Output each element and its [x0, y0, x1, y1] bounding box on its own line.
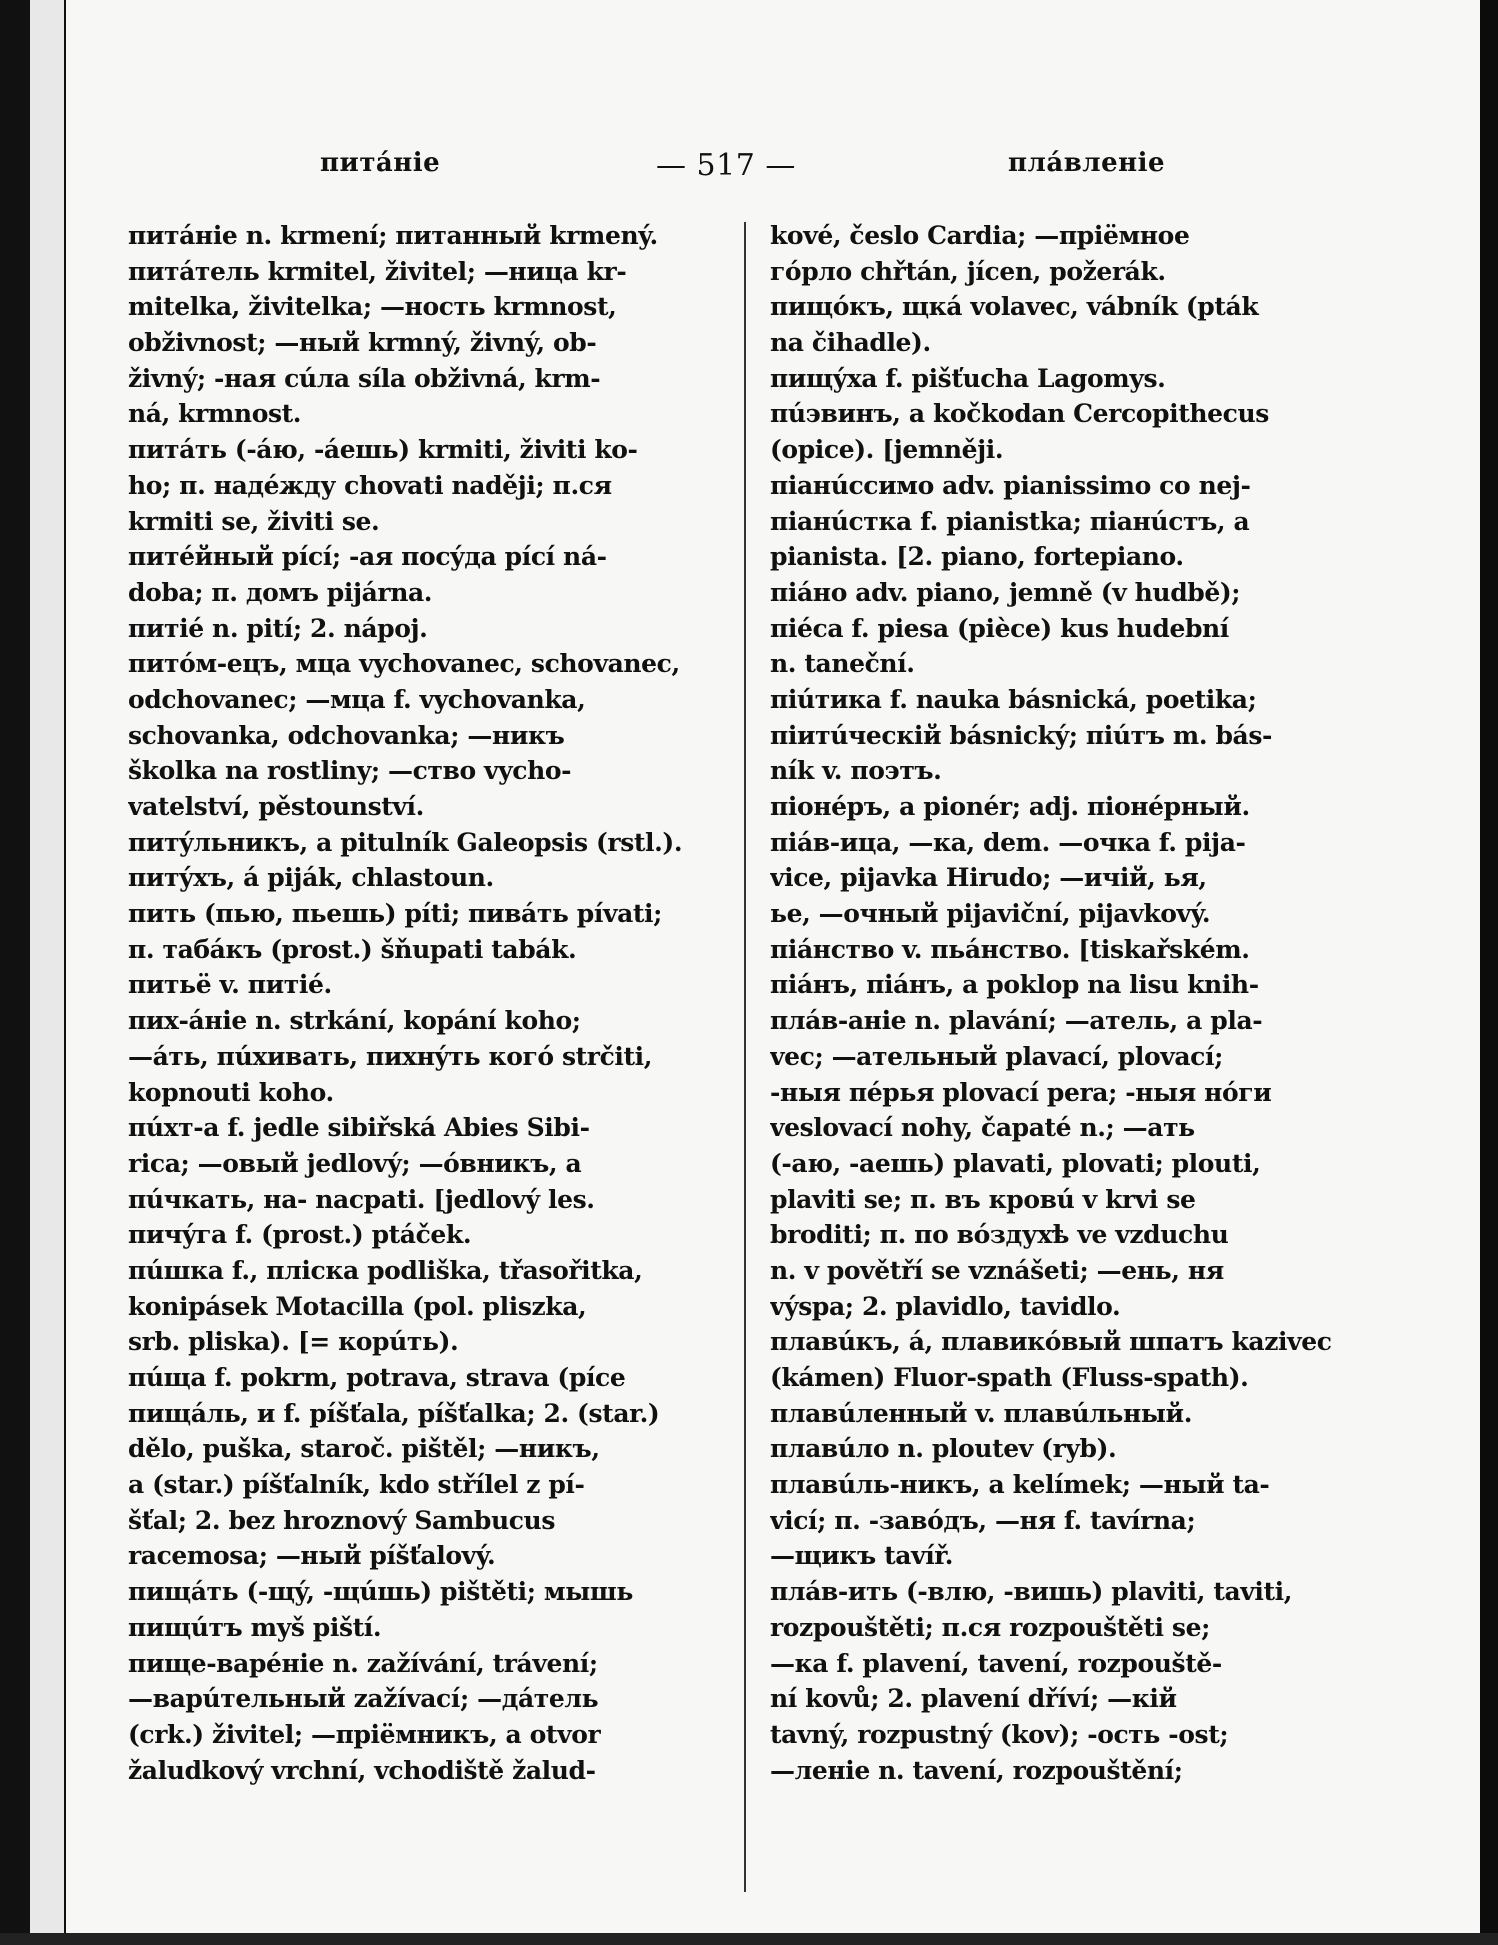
dictionary-line: obživnost; —ный krmný, živný, ob-	[128, 328, 597, 358]
dictionary-line: vec; —ательный plavací, plovací;	[770, 1041, 1223, 1071]
dictionary-line: (kámen) Fluor-spath (Fluss-spath).	[770, 1363, 1249, 1392]
dictionary-line: veslovací nohy, čapaté n.; —ать	[770, 1113, 1195, 1143]
dictionary-line: плáв-аніе n. plavání; —атель, a pla-	[770, 1006, 1263, 1036]
dictionary-line: tavný, rozpustný (kov); -ость -ost;	[770, 1719, 1229, 1749]
dictionary-line: rica; —овый jedlový; —óвникъ, a	[128, 1148, 582, 1178]
dictionary-line: питáтель krmitel, živitel; —ница kr-	[128, 256, 627, 286]
dictionary-line: žaludkový vrchní, vchodiště žalud-	[128, 1755, 596, 1785]
dictionary-line: vicí; п. -завóдъ, —ня f. tavírna;	[770, 1505, 1196, 1535]
dictionary-line: šťal; 2. bez hroznový Sambucus	[128, 1505, 556, 1535]
dictionary-line: піúтика f. nauka básnická, poetika;	[770, 684, 1257, 714]
dictionary-line: піáнство v. пьáнство. [tiskařském.	[770, 934, 1250, 964]
dictionary-line: пúшка f., пліска podliška, třasořitka,	[128, 1255, 643, 1285]
dictionary-line: піонéръ, a pionér; adj. піонéрный.	[770, 792, 1250, 821]
dictionary-line: питóм-ецъ, мца vychovanec, schovanec,	[128, 649, 680, 679]
dictionary-line: kopnouti koho.	[128, 1077, 334, 1107]
running-head-left: питáніе	[320, 148, 441, 178]
dictionary-page	[66, 0, 1480, 1933]
dictionary-line: odchovanec; —мца f. vychovanka,	[128, 684, 586, 714]
dictionary-line: školka na rostliny; —ство vycho-	[128, 756, 572, 786]
dictionary-line: гóрло chřtán, jícen, požerák.	[770, 256, 1166, 286]
dictionary-line: -ныя пéрья plovací pera; -ныя нóги	[770, 1077, 1272, 1107]
dictionary-line: пúчкать, на- nacpati. [jedlový les.	[128, 1184, 595, 1214]
dictionary-line: пúэвинъ, a kočkodan Cercopithecus	[770, 399, 1269, 429]
dictionary-line: піáно adv. piano, jemně (v hudbě);	[770, 577, 1241, 607]
dictionary-line: пищáть (-щý, -щúшь) pištěti; мышь	[128, 1577, 633, 1607]
dictionary-line: питéйный pící; -ая посýда pící ná-	[128, 542, 607, 572]
dictionary-line: živný; -ная сúла síla obživná, krm-	[128, 363, 601, 393]
dictionary-line: плáв-ить (-влю, -вишь) plaviti, taviti,	[770, 1577, 1293, 1607]
dictionary-line: n. v povětří se vznášeti; —ень, ня	[770, 1255, 1224, 1285]
scan-bottom-edge	[0, 1933, 1498, 1945]
dictionary-line: výspa; 2. plavidlo, tavidlo.	[770, 1291, 1121, 1321]
dictionary-line: питáніе n. krmení; питанный krmený.	[128, 221, 658, 250]
dictionary-line: піáнъ, піáнъ, a poklop na lisu knih-	[770, 970, 1259, 1000]
dictionary-line: —варúтельный zažívací; —дáтель	[128, 1684, 599, 1714]
dictionary-line: плавúль-никъ, a kelímek; —ный ta-	[770, 1470, 1270, 1500]
dictionary-line: плавúло n. ploutev (ryb).	[770, 1434, 1117, 1464]
dictionary-line: питýльникъ, a pitulník Galeopsis (rstl.).	[128, 827, 683, 857]
dictionary-line: плавúленный v. плавúльный.	[770, 1398, 1192, 1428]
dictionary-line: пищáль, и f. píšťala, píšťalka; 2. (star.)	[128, 1398, 660, 1428]
dictionary-line: питіé n. pití; 2. nápoj.	[128, 613, 428, 643]
dictionary-line: mitelka, živitelka; —ность krmnost,	[128, 292, 617, 322]
dictionary-line: —леніе n. tavení, rozpouštění;	[770, 1755, 1183, 1785]
dictionary-line: plaviti se; п. въ кровú v krvi se	[770, 1184, 1196, 1214]
dictionary-line: ník v. поэтъ.	[770, 756, 942, 786]
dictionary-line: пичýга f. (prost.) ptáček.	[128, 1220, 472, 1250]
dictionary-line: ho; п. надéжду chovati naději; п.ся	[128, 470, 612, 500]
dictionary-line: dělo, puška, staroč. pištěl; —никъ,	[128, 1434, 600, 1464]
scan-right-edge	[1480, 0, 1498, 1945]
dictionary-line: піáв-ица, —ка, dem. —очка f. pija-	[770, 827, 1246, 857]
dictionary-line: (-аю, -аешь) plavati, plovati; plouti,	[770, 1148, 1261, 1178]
dictionary-line: n. taneční.	[770, 649, 915, 679]
column-divider	[744, 222, 746, 1892]
dictionary-line: пищýха f. pišťucha Lagomys.	[770, 363, 1166, 393]
dictionary-line: пúща f. pokrm, potrava, strava (píce	[128, 1363, 626, 1392]
dictionary-line: konipásek Motacilla (pol. pliszka,	[128, 1291, 587, 1321]
dictionary-line: kové, česlo Cardia; —пріёмное	[770, 221, 1190, 250]
dictionary-line: пúхт-а f. jedle sibiřská Abies Sibi-	[128, 1113, 590, 1143]
dictionary-line: na čihadle).	[770, 328, 931, 358]
dictionary-line: ná, krmnost.	[128, 399, 302, 429]
dictionary-line: піитúческій básnický; піúтъ m. bás-	[770, 720, 1272, 750]
dictionary-line: —áть, пúхивать, пихнýть когó strčiti,	[128, 1041, 653, 1071]
dictionary-line: питьё v. питіé.	[128, 970, 332, 1000]
dictionary-line: vatelství, pěstounství.	[128, 792, 424, 821]
left-column	[128, 218, 728, 1788]
dictionary-line: —ка f. plavení, tavení, rozpouště-	[770, 1648, 1222, 1678]
dictionary-line: rozpouštěti; п.ся rozpouštěti se;	[770, 1612, 1210, 1642]
dictionary-line: doba; п. домъ pijárna.	[128, 577, 433, 607]
dictionary-line: srb. pliska). [= корúть).	[128, 1327, 459, 1357]
dictionary-line: питýхъ, á piják, chlastoun.	[128, 863, 494, 893]
dictionary-line: (crk.) živitel; —пріёмникъ, a otvor	[128, 1719, 601, 1749]
dictionary-line: schovanka, odchovanka; —никъ	[128, 720, 565, 750]
running-head-right: плáвленіе	[1008, 148, 1166, 178]
dictionary-line: racemosa; —ный píšťalový.	[128, 1541, 496, 1571]
dictionary-line: п. табáкъ (prost.) šňupati tabák.	[128, 934, 577, 964]
dictionary-line: піéса f. piesa (pièce) kus hudební	[770, 613, 1229, 643]
dictionary-line: пищúтъ myš piští.	[128, 1612, 382, 1642]
dictionary-line: піанúстка f. pianistka; піанúстъ, a	[770, 506, 1250, 536]
dictionary-line: vice, pijavka Hirudo; —ичій, ья,	[770, 863, 1207, 893]
dictionary-line: ье, —очный pijaviční, pijavkový.	[770, 899, 1211, 929]
dictionary-line: ní kovů; 2. plavení dříví; —кій	[770, 1684, 1177, 1714]
dictionary-line: піанúссимо adv. pianissimo co nej-	[770, 470, 1251, 500]
dictionary-line: broditi; п. по вóздухѣ ve vzduchu	[770, 1220, 1229, 1250]
dictionary-line: плавúкъ, á, плавикóвый шпатъ kazivec	[770, 1327, 1332, 1357]
dictionary-line: pianista. [2. piano, fortepiano.	[770, 542, 1184, 572]
scan-left-gutter	[30, 0, 64, 1945]
dictionary-line: —щикъ tavíř.	[770, 1541, 954, 1571]
dictionary-line: a (star.) píšťalník, kdo střílel z pí-	[128, 1470, 585, 1500]
dictionary-line: пить (пью, пьешь) píti; пивáть pívati;	[128, 899, 662, 929]
page-number: — 517 —	[656, 148, 796, 183]
right-column	[770, 218, 1370, 1788]
dictionary-line: krmiti se, živiti se.	[128, 506, 380, 536]
dictionary-line: (opice). [jemněji.	[770, 435, 1004, 465]
dictionary-line: пих-áніе n. strkání, kopání koho;	[128, 1006, 581, 1036]
dictionary-line: пищóкъ, щкá volavec, vábník (pták	[770, 292, 1259, 322]
dictionary-line: питáть (-áю, -áешь) krmiti, živiti ko-	[128, 435, 638, 465]
dictionary-line: пище-варéніе n. zažívání, trávení;	[128, 1648, 598, 1678]
